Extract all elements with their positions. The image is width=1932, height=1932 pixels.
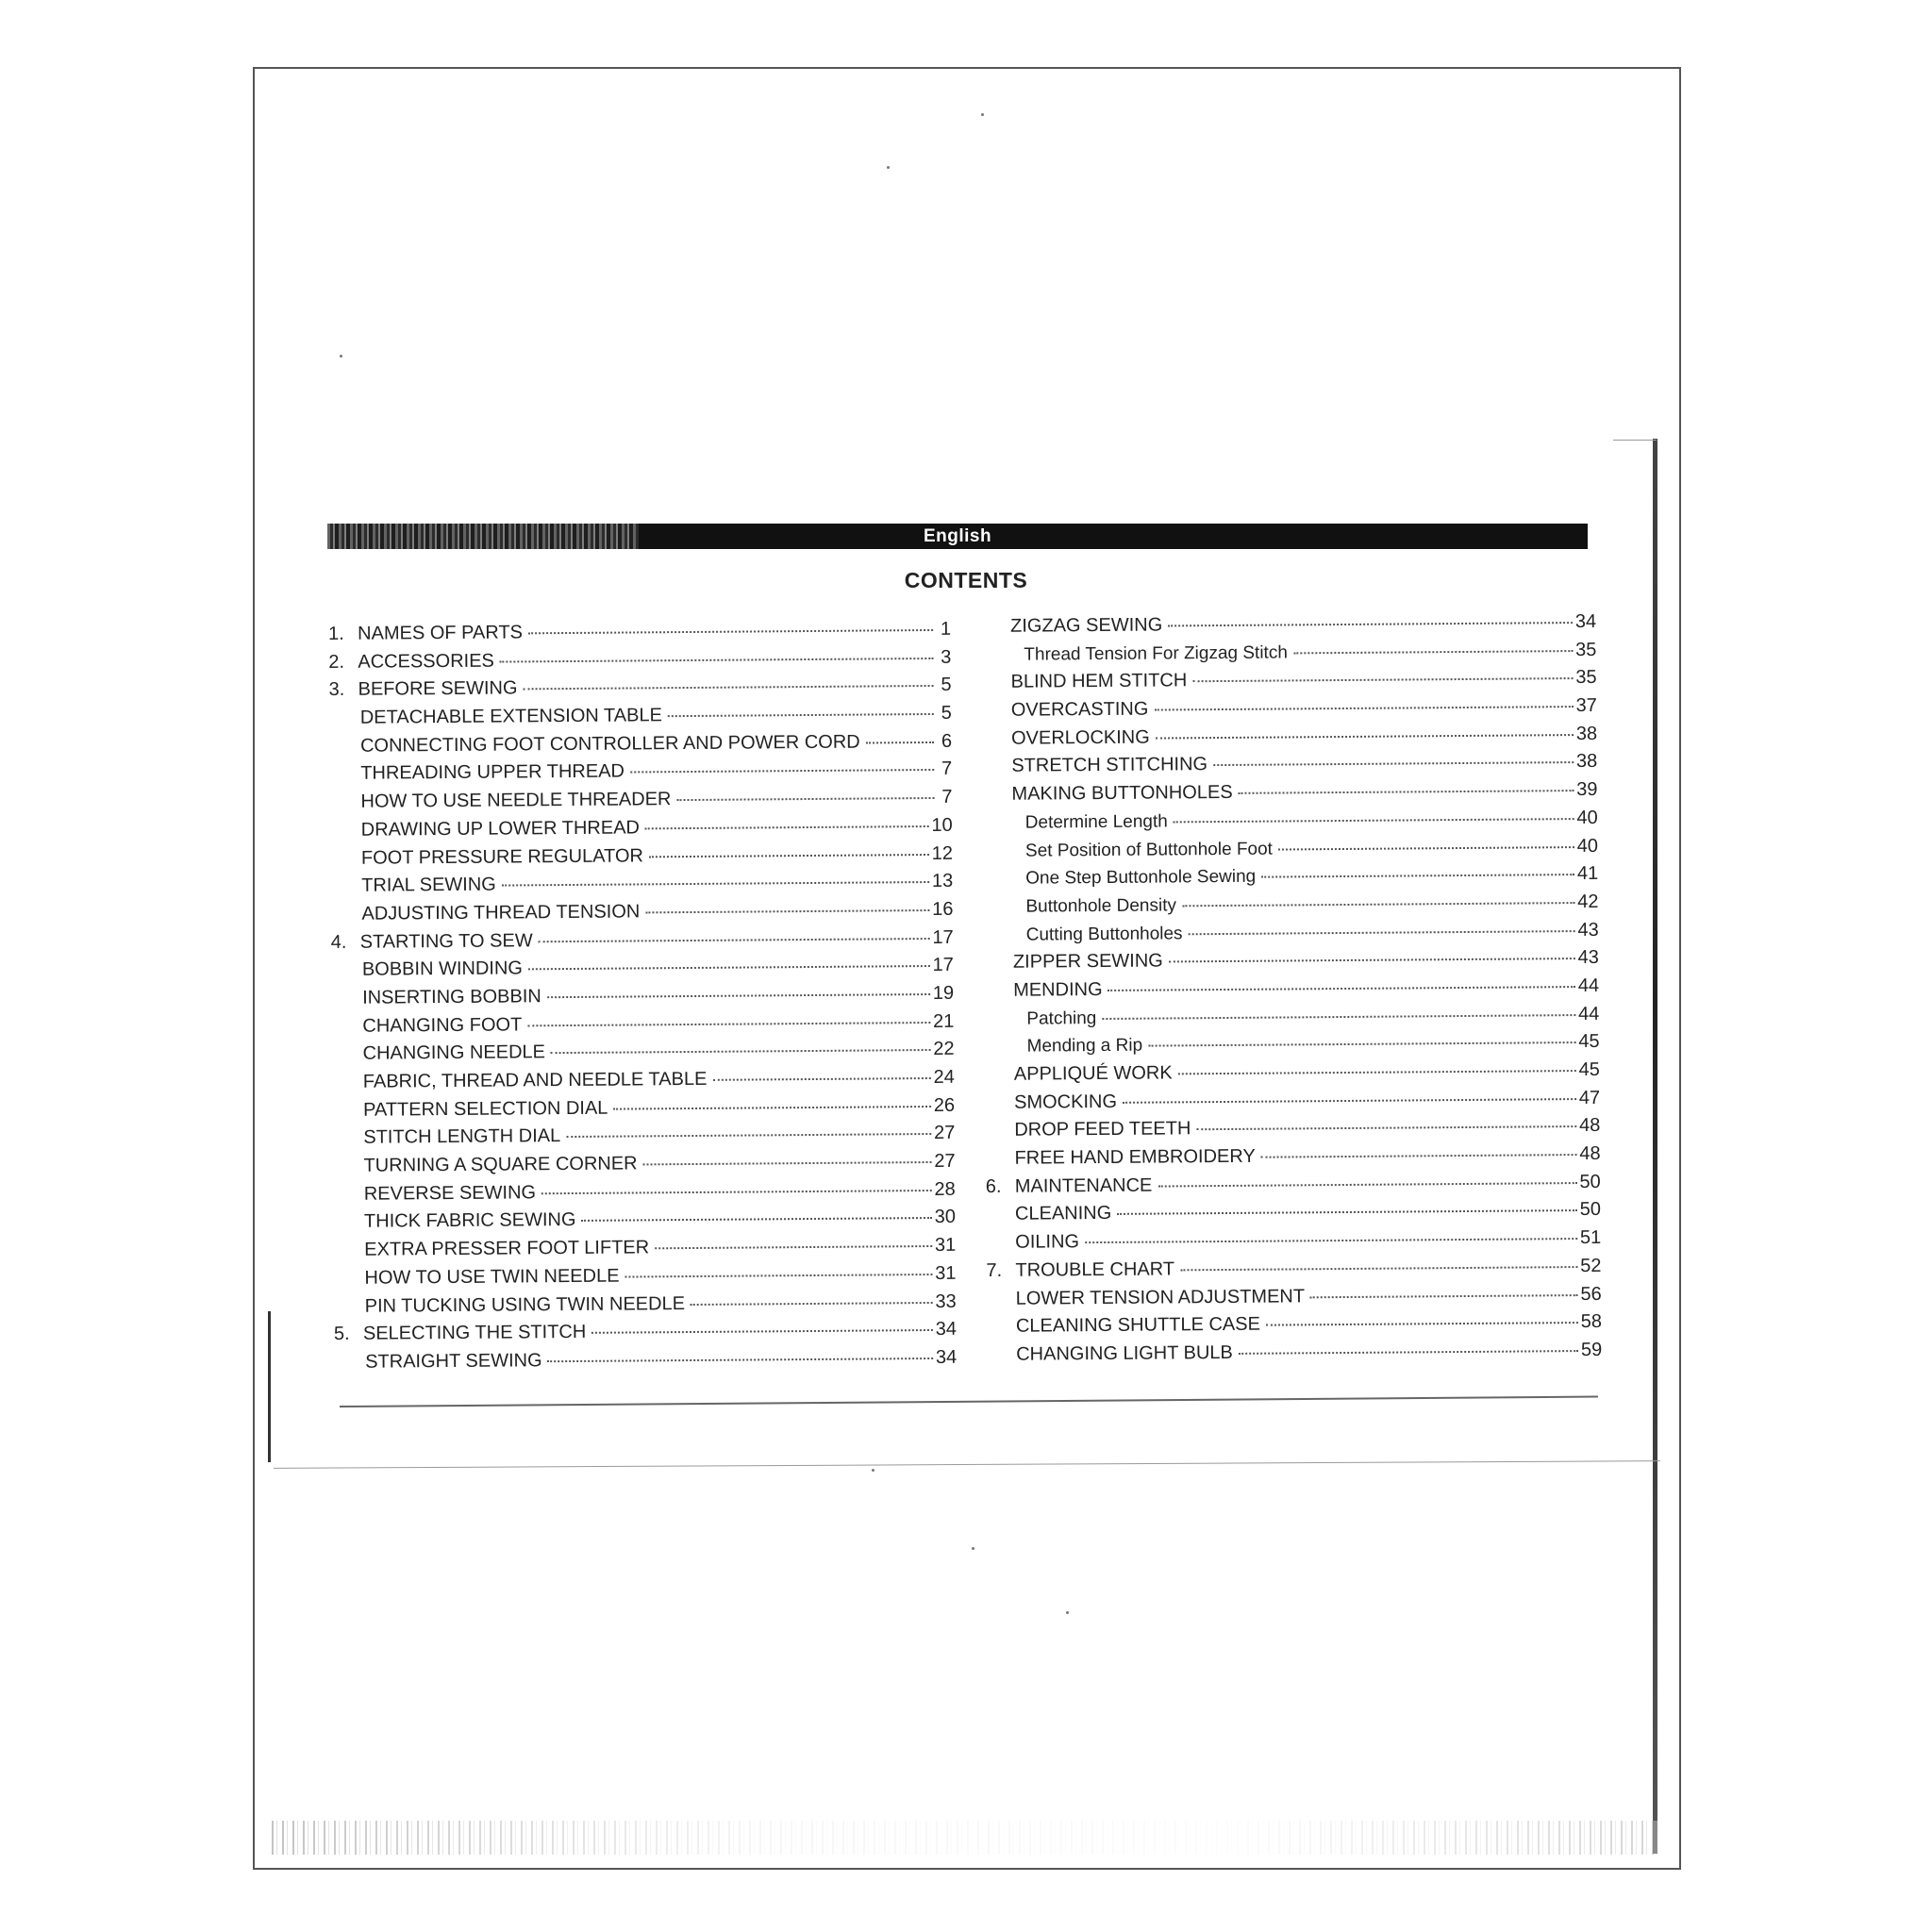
toc-entry-title: MAINTENANCE bbox=[1014, 1174, 1153, 1197]
toc-entry-title: TURNING A SQUARE CORNER bbox=[363, 1153, 638, 1176]
toc-entry-title: STARTING TO SEW bbox=[359, 929, 533, 953]
language-banner bbox=[327, 524, 1588, 549]
toc-entry-title: BLIND HEM STITCH bbox=[1010, 670, 1188, 693]
toc-entry-page: 52 bbox=[1580, 1255, 1602, 1276]
toc-entry-title: DETACHABLE EXTENSION TABLE bbox=[359, 705, 662, 728]
toc-dot-leader bbox=[547, 992, 930, 998]
toc-entry-page: 31 bbox=[934, 1234, 957, 1257]
toc-entry-title: One Step Buttonhole Sewing bbox=[1025, 866, 1257, 889]
toc-entry-page: 34 bbox=[935, 1346, 958, 1368]
toc-entry-title: CLEANING bbox=[1014, 1203, 1112, 1225]
toc-entry-page: 26 bbox=[933, 1094, 956, 1116]
toc-dot-leader bbox=[1123, 1097, 1576, 1104]
toc-entry-title: STITCH LENGTH DIAL bbox=[363, 1125, 561, 1149]
toc-dot-leader bbox=[500, 657, 934, 663]
toc-entry-title: Set Position of Buttonhole Foot bbox=[1024, 839, 1274, 861]
toc-entry-title: HOW TO USE TWIN NEEDLE bbox=[364, 1265, 620, 1289]
toc-dot-leader bbox=[1148, 1041, 1575, 1047]
toc-entry-page: 41 bbox=[1576, 863, 1599, 885]
scan-speck bbox=[1066, 1611, 1069, 1614]
toc-entry-number: 2. bbox=[328, 651, 345, 673]
toc-entry-title: FABRIC, THREAD AND NEEDLE TABLE bbox=[362, 1068, 708, 1092]
toc-entry-title: OILING bbox=[1015, 1231, 1080, 1253]
toc-entry-title: Mending a Rip bbox=[1026, 1035, 1143, 1057]
toc-dot-leader bbox=[1310, 1293, 1577, 1298]
toc-dot-leader bbox=[1196, 1124, 1576, 1130]
toc-dot-leader bbox=[1156, 733, 1574, 739]
toc-entry-page: 51 bbox=[1579, 1226, 1602, 1249]
toc-entry-title: OVERCASTING bbox=[1010, 698, 1149, 721]
toc-dot-leader bbox=[1192, 676, 1573, 682]
toc-dot-leader bbox=[613, 1105, 930, 1110]
toc-entry-number: 3. bbox=[328, 679, 345, 701]
toc-entry-number: 4. bbox=[330, 931, 347, 953]
toc-dot-leader bbox=[630, 768, 934, 774]
toc-dot-leader bbox=[676, 796, 934, 801]
toc-entry-title: Patching bbox=[1026, 1008, 1097, 1029]
toc-dot-leader bbox=[548, 1357, 933, 1362]
toc-dot-leader bbox=[528, 964, 930, 970]
scan-edge-right bbox=[1653, 439, 1657, 1854]
toc-dot-leader bbox=[712, 1076, 930, 1081]
toc-dot-leader bbox=[591, 1328, 932, 1334]
toc-dot-leader bbox=[1169, 957, 1575, 962]
toc-entry-page: 38 bbox=[1575, 751, 1598, 773]
page-title: CONTENTS bbox=[904, 568, 1028, 592]
toc-entry-page: 45 bbox=[1578, 1058, 1600, 1081]
toc-entry-page: 28 bbox=[934, 1178, 956, 1200]
toc-entry-page: 24 bbox=[933, 1066, 955, 1088]
toc-dot-leader bbox=[1189, 929, 1575, 935]
toc-entry-page: 58 bbox=[1580, 1311, 1603, 1333]
toc-dot-leader bbox=[1261, 1153, 1577, 1158]
toc-dot-leader bbox=[527, 1021, 930, 1026]
toc-dot-leader bbox=[1117, 1208, 1577, 1215]
toc-entry-title: NAMES OF PARTS bbox=[358, 622, 524, 644]
toc-dot-leader bbox=[645, 824, 929, 829]
toc-entry-page: 3 bbox=[941, 646, 952, 668]
toc-right-column bbox=[981, 608, 1602, 1370]
toc-entry-title: CHANGING LIGHT BULB bbox=[1016, 1341, 1233, 1365]
toc-entry-page: 42 bbox=[1577, 891, 1599, 912]
toc-entry-page: 48 bbox=[1579, 1142, 1601, 1165]
toc-entry-page: 30 bbox=[934, 1207, 957, 1228]
toc-dot-leader bbox=[1154, 705, 1573, 710]
toc-entry-title: ADJUSTING THREAD TENSION bbox=[361, 901, 641, 924]
toc-dot-leader bbox=[655, 1244, 932, 1249]
toc-dot-leader bbox=[502, 880, 929, 887]
toc-entry-page: 50 bbox=[1579, 1199, 1602, 1221]
scan-edge-left bbox=[268, 1311, 271, 1462]
toc-dot-leader bbox=[1178, 1069, 1576, 1074]
toc-entry-title: STRAIGHT SEWING bbox=[365, 1350, 542, 1373]
toc-dot-leader bbox=[539, 937, 930, 942]
toc-entry-page: 47 bbox=[1578, 1087, 1601, 1108]
language-label: English bbox=[923, 526, 992, 546]
toc-entry-title: ZIPPER SEWING bbox=[1012, 950, 1163, 973]
toc-entry-page: 19 bbox=[932, 982, 955, 1004]
toc-entry[interactable] bbox=[334, 1344, 957, 1377]
toc-dot-leader bbox=[625, 1273, 933, 1278]
toc-entry-title: Determine Length bbox=[1024, 811, 1168, 833]
toc-entry-page: 40 bbox=[1576, 835, 1599, 857]
toc-entry-number: 7. bbox=[986, 1259, 1003, 1281]
toc-entry-page: 10 bbox=[931, 814, 953, 836]
toc-entry-page: 37 bbox=[1575, 694, 1597, 717]
toc-entry-title: Cutting Buttonholes bbox=[1025, 923, 1183, 945]
toc-entry-page: 7 bbox=[941, 758, 953, 780]
toc-dot-leader bbox=[1168, 621, 1573, 626]
toc-entry-title: BEFORE SEWING bbox=[358, 677, 518, 701]
toc-entry-title: CONNECTING FOOT CONTROLLER AND POWER CORD bbox=[359, 731, 860, 757]
toc-entry-page: 6 bbox=[941, 730, 953, 752]
toc-entry-title: THICK FABRIC SEWING bbox=[363, 1209, 576, 1233]
toc-entry-title: INSERTING BOBBIN bbox=[362, 986, 541, 1008]
toc-entry[interactable] bbox=[987, 1337, 1602, 1370]
toc-entry-page: 35 bbox=[1575, 667, 1597, 689]
toc-entry-page: 39 bbox=[1576, 778, 1598, 801]
toc-entry-title: FOOT PRESSURE REGULATOR bbox=[360, 844, 644, 869]
toc-entry-page: 50 bbox=[1579, 1171, 1601, 1192]
toc-dot-leader bbox=[1108, 985, 1575, 991]
toc-entry-title: Thread Tension For Zigzag Stitch bbox=[1024, 642, 1288, 665]
scan-speck bbox=[972, 1547, 974, 1550]
toc-entry-page: 12 bbox=[931, 842, 954, 864]
toc-dot-leader bbox=[645, 908, 929, 913]
toc-entry-page: 56 bbox=[1580, 1283, 1602, 1305]
toc-dot-leader bbox=[643, 1160, 932, 1165]
toc-entry-title: TROUBLE CHART bbox=[1015, 1258, 1175, 1281]
toc-dot-leader bbox=[1085, 1237, 1577, 1243]
toc-entry-page: 13 bbox=[931, 870, 954, 892]
toc-entry-title: CLEANING SHUTTLE CASE bbox=[1015, 1313, 1260, 1337]
toc-entry-page: 31 bbox=[935, 1262, 957, 1284]
toc-entry-page: 34 bbox=[1574, 610, 1597, 633]
toc-entry-page: 17 bbox=[932, 955, 954, 976]
toc-entry-title: SMOCKING bbox=[1013, 1091, 1118, 1113]
toc-entry-page: 45 bbox=[1578, 1031, 1600, 1053]
toc-dot-leader bbox=[523, 684, 933, 690]
scan-speck bbox=[887, 166, 890, 169]
toc-entry-page: 1 bbox=[940, 618, 952, 640]
toc-entry-page: 5 bbox=[941, 675, 952, 696]
toc-entry-title: ZIGZAG SEWING bbox=[1010, 614, 1163, 637]
toc-entry-page: 35 bbox=[1574, 639, 1597, 660]
toc-entry-title: MAKING BUTTONHOLES bbox=[1011, 782, 1233, 805]
toc-dot-leader bbox=[1158, 1181, 1576, 1187]
toc-dot-leader bbox=[566, 1132, 931, 1138]
toc-entry-title: DRAWING UP LOWER THREAD bbox=[360, 817, 641, 841]
toc-entry-title: STRETCH STITCHING bbox=[1011, 754, 1208, 777]
scan-speck bbox=[340, 355, 342, 358]
toc-entry-title: THREADING UPPER THREAD bbox=[360, 760, 625, 785]
toc-dot-leader bbox=[541, 1189, 931, 1194]
scan-speck bbox=[872, 1469, 874, 1472]
toc-entry-title: ACCESSORIES bbox=[358, 650, 494, 673]
toc-dot-leader bbox=[1182, 901, 1574, 907]
toc-entry-page: 43 bbox=[1577, 919, 1599, 941]
scan-artifact-line bbox=[1613, 440, 1657, 441]
toc-entry-title: MENDING bbox=[1013, 978, 1103, 1001]
toc-dot-leader bbox=[1180, 1265, 1577, 1271]
toc-entry-page: 21 bbox=[933, 1010, 955, 1032]
toc-entry-page: 59 bbox=[1580, 1339, 1603, 1360]
toc-entry-title: HOW TO USE NEEDLE THREADER bbox=[360, 789, 672, 812]
toc-entry-title: BOBBIN WINDING bbox=[361, 958, 524, 980]
toc-entry-page: 40 bbox=[1576, 807, 1598, 828]
toc-dot-leader bbox=[1266, 1321, 1578, 1326]
toc-entry-title: CHANGING NEEDLE bbox=[362, 1041, 546, 1065]
toc-entry-title: FREE HAND EMBROIDERY bbox=[1014, 1145, 1256, 1169]
scan-speck bbox=[981, 113, 984, 116]
toc-entry-page: 17 bbox=[932, 926, 954, 948]
toc-entry-title: EXTRA PRESSER FOOT LIFTER bbox=[364, 1237, 650, 1260]
toc-dot-leader bbox=[1174, 817, 1574, 823]
toc-dot-leader bbox=[581, 1216, 931, 1222]
toc-dot-leader bbox=[866, 741, 934, 744]
toc-entry-number: 6. bbox=[985, 1175, 1002, 1197]
toc-entry-page: 22 bbox=[933, 1039, 955, 1060]
toc-dot-leader bbox=[1239, 1349, 1578, 1355]
toc-entry-title: DROP FEED TEETH bbox=[1014, 1118, 1191, 1141]
toc-entry-page: 33 bbox=[935, 1291, 957, 1312]
toc-dot-leader bbox=[551, 1048, 930, 1054]
toc-entry-title: Buttonhole Density bbox=[1025, 895, 1177, 917]
toc-entry-title: LOWER TENSION ADJUSTMENT bbox=[1015, 1285, 1306, 1309]
toc-entry-title: REVERSE SEWING bbox=[363, 1182, 537, 1205]
toc-entry-page: 5 bbox=[941, 702, 952, 724]
toc-dot-leader bbox=[1239, 789, 1574, 794]
toc-entry-page: 27 bbox=[934, 1150, 956, 1173]
toc-entry-number: 5. bbox=[333, 1324, 350, 1345]
toc-dot-leader bbox=[1261, 873, 1574, 878]
toc-entry-page: 44 bbox=[1577, 974, 1600, 996]
toc-entry-page: 44 bbox=[1578, 1003, 1600, 1024]
toc-entry-title: TRIAL SEWING bbox=[361, 874, 496, 896]
toc-entry[interactable] bbox=[329, 728, 952, 761]
toc-entry-title: APPLIQUÉ WORK bbox=[1013, 1062, 1173, 1085]
toc-entry-page: 34 bbox=[935, 1318, 958, 1341]
toc-entry-title: SELECTING THE STITCH bbox=[362, 1322, 587, 1344]
toc-entry-page: 43 bbox=[1577, 947, 1599, 969]
scan-noise-fade bbox=[272, 1821, 1658, 1855]
toc-entry-title: PATTERN SELECTION DIAL bbox=[362, 1097, 608, 1121]
toc-entry-title: OVERLOCKING bbox=[1010, 726, 1150, 749]
toc-entry-page: 16 bbox=[932, 898, 954, 920]
toc-left-column bbox=[328, 616, 957, 1377]
toc-entry-page: 38 bbox=[1575, 723, 1598, 744]
toc-entry-number: 1. bbox=[328, 623, 344, 644]
toc-entry-page: 48 bbox=[1578, 1115, 1601, 1137]
toc-entry-title: CHANGING FOOT bbox=[362, 1014, 523, 1037]
toc-dot-leader bbox=[649, 853, 929, 858]
toc-dot-leader bbox=[1102, 1013, 1575, 1020]
toc-dot-leader bbox=[691, 1300, 932, 1305]
toc-entry-page: 27 bbox=[933, 1123, 956, 1144]
toc-entry-title: PIN TUCKING USING TWIN NEEDLE bbox=[364, 1292, 686, 1317]
toc-dot-leader bbox=[528, 628, 933, 634]
toc-dot-leader bbox=[1293, 649, 1573, 654]
toc-entry-page: 7 bbox=[941, 786, 953, 808]
toc-dot-leader bbox=[1213, 761, 1574, 767]
toc-dot-leader bbox=[1278, 845, 1574, 850]
toc-dot-leader bbox=[668, 712, 934, 717]
